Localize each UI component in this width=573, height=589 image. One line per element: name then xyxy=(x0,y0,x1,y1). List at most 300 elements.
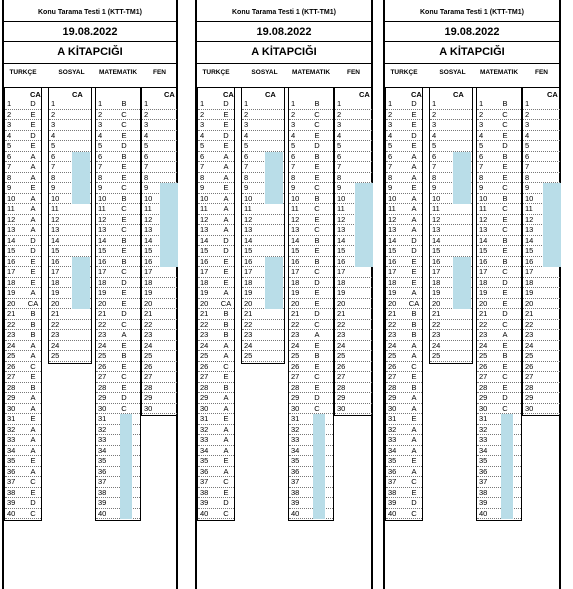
answer-row xyxy=(96,267,140,278)
answer-row xyxy=(5,383,41,394)
answer-row xyxy=(523,267,560,278)
answer-value: E xyxy=(411,141,417,150)
answer-row xyxy=(142,120,177,131)
answer-value: E xyxy=(223,256,229,266)
question-number: 10 xyxy=(337,193,346,203)
question-number: 2 xyxy=(244,109,249,119)
answer-value: D xyxy=(411,99,417,108)
answer-value: A xyxy=(411,424,417,434)
question-number: 19 xyxy=(525,288,534,297)
answer-row xyxy=(198,299,234,310)
answer-row xyxy=(198,152,234,163)
question-number: 37 xyxy=(388,477,397,486)
answer-row xyxy=(386,183,422,194)
answer-row xyxy=(289,498,333,509)
answer-value: D xyxy=(314,141,320,150)
answer-row xyxy=(96,99,140,110)
answer-row xyxy=(5,120,41,131)
answer-value: C xyxy=(121,403,127,413)
answer-row xyxy=(335,288,372,299)
answer-row xyxy=(386,383,422,394)
answer-value: E xyxy=(30,256,36,266)
question-number: 20 xyxy=(432,298,441,308)
question-number: 10 xyxy=(7,193,16,203)
answer-value: D xyxy=(502,277,508,287)
answer-value: C xyxy=(314,267,320,276)
question-number: 10 xyxy=(244,193,253,203)
answer-row xyxy=(386,225,422,236)
question-number: 21 xyxy=(479,309,488,318)
answer-row xyxy=(430,204,472,215)
answer-value: B xyxy=(30,330,36,339)
answer-row xyxy=(523,288,560,299)
answer-row xyxy=(386,404,422,415)
answer-row xyxy=(96,456,140,467)
question-number: 29 xyxy=(200,393,209,402)
answer-value: E xyxy=(502,162,508,171)
answer-row xyxy=(49,120,91,131)
answer-row xyxy=(198,99,234,110)
question-number: 15 xyxy=(244,246,253,255)
question-number: 12 xyxy=(291,214,300,224)
answer-value: A xyxy=(223,393,229,402)
question-number: 3 xyxy=(479,120,484,129)
answer-value: E xyxy=(121,340,127,350)
answer-row xyxy=(5,477,41,488)
answer-value: B xyxy=(411,319,417,329)
question-number: 22 xyxy=(200,319,209,329)
answer-row xyxy=(5,141,41,152)
answer-row xyxy=(142,131,177,142)
answer-value: E xyxy=(411,109,417,119)
answer-value: B xyxy=(223,330,229,339)
answer-row xyxy=(5,425,41,436)
answer-value: D xyxy=(30,130,36,140)
question-number: 18 xyxy=(291,277,300,287)
question-number: 5 xyxy=(291,141,296,150)
question-number: 5 xyxy=(337,141,342,150)
question-number: 8 xyxy=(98,172,103,182)
answer-row xyxy=(523,330,560,341)
answer-row xyxy=(242,246,284,257)
question-number: 15 xyxy=(388,246,397,255)
answer-value: E xyxy=(121,172,127,182)
answer-value: D xyxy=(121,309,127,318)
answer-row xyxy=(5,110,41,121)
answer-row xyxy=(523,383,560,394)
subject-header-0: TÜRKÇE xyxy=(202,69,230,76)
answer-value: B xyxy=(30,382,36,392)
question-number: 4 xyxy=(291,130,296,140)
answer-row xyxy=(386,393,422,404)
question-number: 38 xyxy=(98,487,107,497)
answer-value: A xyxy=(30,204,36,213)
answer-row xyxy=(386,467,422,478)
question-number: 11 xyxy=(51,204,59,213)
question-number: 1 xyxy=(432,99,437,108)
question-number: 2 xyxy=(388,109,393,119)
answer-row xyxy=(5,162,41,173)
question-number: 19 xyxy=(388,288,397,297)
test-title: Konu Tarama Testi 1 (KTT-TM1) xyxy=(232,9,336,16)
answer-row xyxy=(96,509,140,520)
question-number: 34 xyxy=(200,445,209,455)
answer-row xyxy=(386,435,422,446)
question-number: 10 xyxy=(51,193,60,203)
answer-value: A xyxy=(30,214,36,224)
answer-row xyxy=(242,131,284,142)
answer-value: E xyxy=(502,214,508,224)
question-number: 31 xyxy=(98,414,107,423)
answer-value: B xyxy=(223,319,229,329)
answer-row xyxy=(5,330,41,341)
answer-value: C xyxy=(502,319,508,329)
answer-row xyxy=(96,383,140,394)
question-number: 8 xyxy=(479,172,484,182)
answer-value: B xyxy=(314,351,320,360)
answer-value: CA xyxy=(220,298,232,308)
answer-value: B xyxy=(314,235,320,245)
turkce-column xyxy=(197,87,235,521)
question-number: 23 xyxy=(432,330,441,339)
question-number: 25 xyxy=(144,351,153,360)
answer-row xyxy=(289,425,333,436)
answer-row xyxy=(96,131,140,142)
question-number: 37 xyxy=(479,477,488,486)
answer-row xyxy=(142,341,177,352)
question-number: 6 xyxy=(291,151,296,161)
question-number: 12 xyxy=(51,214,60,224)
answer-value: A xyxy=(223,288,229,297)
ca-label: CA xyxy=(265,90,276,99)
answer-row xyxy=(142,162,177,173)
question-number: 10 xyxy=(479,193,488,203)
subject-header-2: MATEMATİK xyxy=(98,69,138,76)
answer-row xyxy=(523,351,560,362)
question-number: 29 xyxy=(98,393,107,402)
answer-row xyxy=(289,215,333,226)
answer-row xyxy=(142,330,177,341)
answer-row xyxy=(5,99,41,110)
answer-value: D xyxy=(30,99,36,108)
question-number: 27 xyxy=(479,372,488,381)
question-number: 1 xyxy=(291,99,296,108)
question-number: 19 xyxy=(144,288,153,297)
answer-row xyxy=(477,414,521,425)
question-number: 9 xyxy=(291,183,296,192)
question-number: 33 xyxy=(200,435,209,444)
question-number: 4 xyxy=(144,130,149,140)
answer-value: C xyxy=(30,477,36,486)
subject-header-3: FEN xyxy=(535,69,548,76)
answer-row xyxy=(289,435,333,446)
answer-row xyxy=(289,404,333,415)
question-number: 40 xyxy=(479,508,488,518)
answer-row xyxy=(335,110,372,121)
answer-value: E xyxy=(314,246,320,255)
question-number: 20 xyxy=(479,298,488,308)
answer-row xyxy=(142,309,177,320)
answer-value: A xyxy=(223,435,229,444)
question-number: 2 xyxy=(7,109,12,119)
answer-row xyxy=(96,162,140,173)
question-number: 6 xyxy=(200,151,205,161)
question-number: 21 xyxy=(432,309,441,318)
answer-row xyxy=(289,278,333,289)
answer-row xyxy=(477,393,521,404)
question-number: 16 xyxy=(200,256,209,266)
answer-value: E xyxy=(502,361,508,371)
answer-value: E xyxy=(314,214,320,224)
answer-row xyxy=(96,351,140,362)
answer-row xyxy=(198,456,234,467)
answer-row xyxy=(5,393,41,404)
answer-row xyxy=(289,414,333,425)
question-number: 11 xyxy=(98,204,106,213)
answer-row xyxy=(289,194,333,205)
question-number: 33 xyxy=(388,435,397,444)
question-number: 25 xyxy=(291,351,300,360)
question-number: 5 xyxy=(388,141,393,150)
question-number: 24 xyxy=(200,340,209,350)
answer-row xyxy=(5,278,41,289)
answer-value: C xyxy=(121,372,127,381)
question-number: 20 xyxy=(525,298,534,308)
answer-row xyxy=(430,215,472,226)
answer-row xyxy=(289,257,333,268)
answer-row xyxy=(386,372,422,383)
subject-header-1: SOSYAL xyxy=(439,69,466,76)
booklet-label: A KİTAPCIĞI xyxy=(439,46,505,58)
answer-row xyxy=(198,225,234,236)
question-number: 6 xyxy=(98,151,103,161)
answer-row xyxy=(386,498,422,509)
question-number: 9 xyxy=(525,183,530,192)
question-number: 10 xyxy=(291,193,300,203)
answer-row xyxy=(289,236,333,247)
question-number: 39 xyxy=(98,498,107,507)
answer-row xyxy=(198,372,234,383)
answer-value: E xyxy=(30,109,36,119)
answer-row xyxy=(289,341,333,352)
question-number: 1 xyxy=(337,99,342,108)
answer-row xyxy=(523,278,560,289)
question-number: 30 xyxy=(525,403,534,413)
question-number: 3 xyxy=(244,120,249,129)
question-number: 36 xyxy=(479,466,488,476)
ca-label: CA xyxy=(164,90,175,99)
question-number: 5 xyxy=(98,141,103,150)
question-number: 29 xyxy=(525,393,534,402)
question-number: 4 xyxy=(337,130,342,140)
question-number: 13 xyxy=(291,225,300,234)
answer-row xyxy=(477,257,521,268)
answer-value: E xyxy=(411,414,417,423)
answer-row xyxy=(335,330,372,341)
answer-row xyxy=(198,477,234,488)
question-number: 27 xyxy=(388,372,397,381)
question-number: 16 xyxy=(479,256,488,266)
answer-value: A xyxy=(30,151,36,161)
ca-label: CA xyxy=(547,90,558,99)
highlight-block xyxy=(265,152,283,205)
ca-label: CA xyxy=(453,90,464,99)
question-number: 29 xyxy=(7,393,16,402)
answer-row xyxy=(242,320,284,331)
question-number: 24 xyxy=(244,340,253,350)
question-number: 17 xyxy=(432,267,441,276)
answer-row xyxy=(96,288,140,299)
answer-row xyxy=(335,309,372,320)
question-number: 15 xyxy=(51,246,60,255)
question-number: 12 xyxy=(7,214,16,224)
question-number: 30 xyxy=(337,403,346,413)
question-number: 13 xyxy=(51,225,60,234)
answer-row xyxy=(198,288,234,299)
question-number: 2 xyxy=(98,109,103,119)
answer-row xyxy=(386,110,422,121)
answer-value: D xyxy=(502,141,508,150)
question-number: 5 xyxy=(525,141,530,150)
answer-value: A xyxy=(223,172,229,182)
answer-row xyxy=(142,383,177,394)
answer-value: A xyxy=(223,151,229,161)
answer-row xyxy=(242,99,284,110)
question-number: 15 xyxy=(432,246,441,255)
question-number: 40 xyxy=(291,508,300,518)
answer-row xyxy=(430,246,472,257)
question-number: 5 xyxy=(200,141,205,150)
answer-row xyxy=(477,152,521,163)
question-number: 26 xyxy=(388,361,397,371)
answer-value: A xyxy=(223,351,229,360)
question-number: 19 xyxy=(7,288,16,297)
question-number: 20 xyxy=(291,298,300,308)
question-number: 4 xyxy=(244,130,249,140)
answer-row xyxy=(198,320,234,331)
question-number: 31 xyxy=(388,414,397,423)
answer-row xyxy=(477,383,521,394)
question-number: 3 xyxy=(291,120,296,129)
answer-row xyxy=(477,351,521,362)
answer-row xyxy=(477,372,521,383)
answer-row xyxy=(198,162,234,173)
question-number: 9 xyxy=(244,183,249,192)
answer-row xyxy=(386,330,422,341)
question-number: 21 xyxy=(51,309,60,318)
question-number: 22 xyxy=(525,319,534,329)
answer-row xyxy=(198,488,234,499)
answer-value: A xyxy=(223,403,229,413)
answer-row xyxy=(335,351,372,362)
answer-row xyxy=(289,204,333,215)
answer-row xyxy=(386,299,422,310)
answer-value: B xyxy=(223,309,229,318)
question-number: 39 xyxy=(200,498,209,507)
answer-value: A xyxy=(30,435,36,444)
question-number: 24 xyxy=(432,340,441,350)
answer-row xyxy=(523,309,560,320)
question-number: 39 xyxy=(479,498,488,507)
answer-row xyxy=(49,215,91,226)
question-number: 9 xyxy=(98,183,103,192)
question-number: 29 xyxy=(144,393,153,402)
answer-row xyxy=(477,446,521,457)
answer-row xyxy=(289,330,333,341)
answer-row xyxy=(242,236,284,247)
answer-value: D xyxy=(411,498,417,507)
answer-row xyxy=(477,288,521,299)
answer-row xyxy=(335,393,372,404)
answer-value: C xyxy=(30,508,36,518)
answer-value: A xyxy=(30,403,36,413)
question-number: 29 xyxy=(479,393,488,402)
answer-value: E xyxy=(314,172,320,182)
question-number: 6 xyxy=(479,151,484,161)
answer-value: C xyxy=(121,183,127,192)
answer-row xyxy=(198,425,234,436)
answer-value: A xyxy=(30,225,36,234)
answer-row xyxy=(386,162,422,173)
answer-row xyxy=(386,425,422,436)
question-number: 24 xyxy=(51,340,60,350)
question-number: 30 xyxy=(98,403,107,413)
question-number: 3 xyxy=(525,120,530,129)
question-number: 13 xyxy=(479,225,488,234)
question-number: 23 xyxy=(144,330,153,339)
answer-row xyxy=(477,509,521,520)
answer-value: E xyxy=(314,288,320,297)
question-number: 13 xyxy=(200,225,209,234)
answer-row xyxy=(335,120,372,131)
answer-value: A xyxy=(411,435,417,444)
question-number: 3 xyxy=(51,120,56,129)
answer-row xyxy=(430,341,472,352)
answer-value: E xyxy=(121,298,127,308)
divider-line xyxy=(4,63,176,64)
answer-row xyxy=(289,225,333,236)
answer-row xyxy=(523,141,560,152)
question-number: 32 xyxy=(291,424,300,434)
question-number: 18 xyxy=(200,277,209,287)
answer-value: A xyxy=(30,424,36,434)
answer-value: A xyxy=(30,351,36,360)
answer-row xyxy=(96,246,140,257)
answer-row xyxy=(96,372,140,383)
answer-value: E xyxy=(411,277,417,287)
answer-row xyxy=(5,320,41,331)
answer-value: A xyxy=(314,330,320,339)
answer-value: E xyxy=(502,382,508,392)
question-number: 9 xyxy=(432,183,437,192)
answer-value: E xyxy=(502,288,508,297)
answer-row xyxy=(5,152,41,163)
divider-line xyxy=(197,21,371,22)
question-number: 13 xyxy=(98,225,107,234)
question-number: 6 xyxy=(337,151,342,161)
answer-value: E xyxy=(121,288,127,297)
answer-row xyxy=(198,183,234,194)
answer-row xyxy=(523,299,560,310)
question-number: 26 xyxy=(7,361,16,371)
answer-value: A xyxy=(223,445,229,455)
answer-value: B xyxy=(502,99,508,108)
answer-row xyxy=(96,446,140,457)
answer-row xyxy=(289,110,333,121)
question-number: 30 xyxy=(144,403,153,413)
answer-value: C xyxy=(121,109,127,119)
ca-label: CA xyxy=(30,90,41,99)
